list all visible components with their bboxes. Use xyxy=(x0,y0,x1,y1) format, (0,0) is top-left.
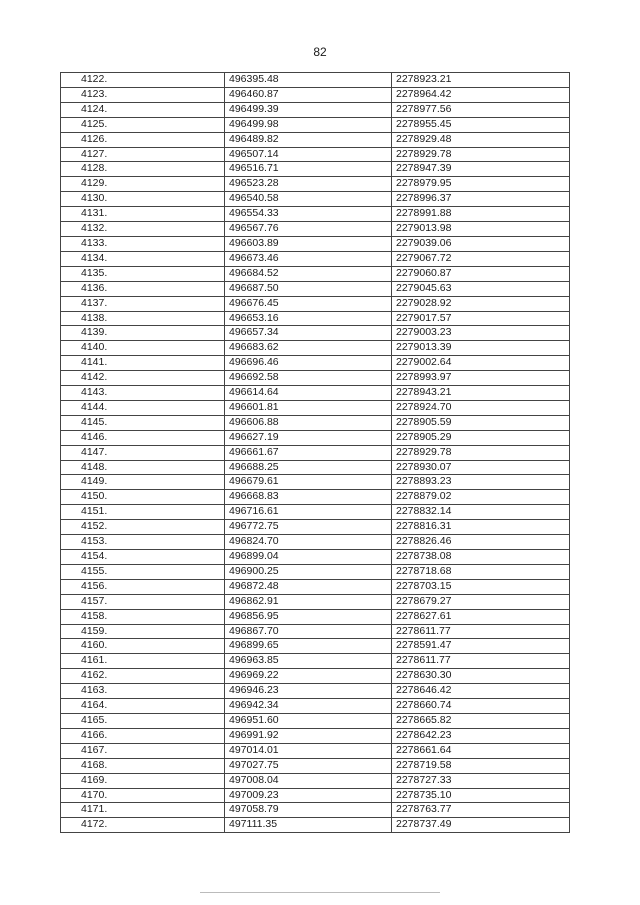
point-number-cell: 4136. xyxy=(61,281,225,296)
table-row xyxy=(61,743,570,758)
table-row xyxy=(61,132,570,147)
table-row xyxy=(61,371,570,386)
table-row xyxy=(61,460,570,475)
point-number-cell: 4145. xyxy=(61,415,225,430)
point-number-cell: 4137. xyxy=(61,296,225,311)
easting-cell: 496627.19 xyxy=(225,430,392,445)
northing-cell: 2278947.39 xyxy=(392,162,570,177)
northing-cell: 2278763.77 xyxy=(392,803,570,818)
northing-cell: 2278727.33 xyxy=(392,773,570,788)
table-row xyxy=(61,654,570,669)
point-number-cell: 4166. xyxy=(61,728,225,743)
easting-cell: 496867.70 xyxy=(225,624,392,639)
northing-cell: 2278979.95 xyxy=(392,177,570,192)
page-number: 82 xyxy=(313,45,327,59)
point-number-cell: 4130. xyxy=(61,192,225,207)
northing-cell: 2278929.78 xyxy=(392,445,570,460)
easting-cell: 496772.75 xyxy=(225,520,392,535)
point-number-cell: 4168. xyxy=(61,758,225,773)
table-row xyxy=(61,296,570,311)
northing-cell: 2278611.77 xyxy=(392,654,570,669)
easting-cell: 496856.95 xyxy=(225,609,392,624)
table-row xyxy=(61,684,570,699)
easting-cell: 496540.58 xyxy=(225,192,392,207)
easting-cell: 496963.85 xyxy=(225,654,392,669)
easting-cell: 497058.79 xyxy=(225,803,392,818)
point-number-cell: 4153. xyxy=(61,535,225,550)
point-number-cell: 4164. xyxy=(61,699,225,714)
table-row xyxy=(61,102,570,117)
northing-cell: 2278660.74 xyxy=(392,699,570,714)
table-row xyxy=(61,400,570,415)
easting-cell: 496507.14 xyxy=(225,147,392,162)
point-number-cell: 4154. xyxy=(61,550,225,565)
table-row xyxy=(61,803,570,818)
northing-cell: 2278738.08 xyxy=(392,550,570,565)
table-row xyxy=(61,669,570,684)
easting-cell: 496606.88 xyxy=(225,415,392,430)
point-number-cell: 4147. xyxy=(61,445,225,460)
easting-cell: 496716.61 xyxy=(225,505,392,520)
easting-cell: 496395.48 xyxy=(225,73,392,88)
point-number-cell: 4156. xyxy=(61,579,225,594)
point-number-cell: 4126. xyxy=(61,132,225,147)
table-row xyxy=(61,177,570,192)
point-number-cell: 4165. xyxy=(61,713,225,728)
table-row xyxy=(61,699,570,714)
point-number-cell: 4146. xyxy=(61,430,225,445)
easting-cell: 496872.48 xyxy=(225,579,392,594)
point-number-cell: 4132. xyxy=(61,222,225,237)
table-row xyxy=(61,281,570,296)
easting-cell: 496603.89 xyxy=(225,236,392,251)
easting-cell: 496653.16 xyxy=(225,311,392,326)
northing-cell: 2279060.87 xyxy=(392,266,570,281)
point-number-cell: 4149. xyxy=(61,475,225,490)
point-number-cell: 4122. xyxy=(61,73,225,88)
northing-cell: 2278703.15 xyxy=(392,579,570,594)
table-row xyxy=(61,386,570,401)
northing-cell: 2278977.56 xyxy=(392,102,570,117)
easting-cell: 496946.23 xyxy=(225,684,392,699)
easting-cell: 497008.04 xyxy=(225,773,392,788)
easting-cell: 496460.87 xyxy=(225,87,392,102)
northing-cell: 2278630.30 xyxy=(392,669,570,684)
point-number-cell: 4133. xyxy=(61,236,225,251)
easting-cell: 496554.33 xyxy=(225,207,392,222)
easting-cell: 496489.82 xyxy=(225,132,392,147)
northing-cell: 2278661.64 xyxy=(392,743,570,758)
point-number-cell: 4141. xyxy=(61,356,225,371)
point-number-cell: 4128. xyxy=(61,162,225,177)
northing-cell: 2278832.14 xyxy=(392,505,570,520)
table-row xyxy=(61,550,570,565)
point-number-cell: 4135. xyxy=(61,266,225,281)
easting-cell: 497111.35 xyxy=(225,818,392,833)
northing-cell: 2278943.21 xyxy=(392,386,570,401)
northing-cell: 2278735.10 xyxy=(392,788,570,803)
easting-cell: 497027.75 xyxy=(225,758,392,773)
table-row xyxy=(61,326,570,341)
northing-cell: 2278955.45 xyxy=(392,117,570,132)
easting-cell: 496679.61 xyxy=(225,475,392,490)
easting-cell: 496684.52 xyxy=(225,266,392,281)
easting-cell: 496969.22 xyxy=(225,669,392,684)
easting-cell: 496687.50 xyxy=(225,281,392,296)
northing-cell: 2278905.59 xyxy=(392,415,570,430)
point-number-cell: 4127. xyxy=(61,147,225,162)
table-row xyxy=(61,505,570,520)
easting-cell: 496673.46 xyxy=(225,251,392,266)
table-row xyxy=(61,222,570,237)
easting-cell: 496567.76 xyxy=(225,222,392,237)
northing-cell: 2278646.42 xyxy=(392,684,570,699)
easting-cell: 496942.34 xyxy=(225,699,392,714)
table-row xyxy=(61,415,570,430)
table-row xyxy=(61,207,570,222)
northing-cell: 2278964.42 xyxy=(392,87,570,102)
northing-cell: 2278826.46 xyxy=(392,535,570,550)
easting-cell: 496688.25 xyxy=(225,460,392,475)
easting-cell: 496824.70 xyxy=(225,535,392,550)
easting-cell: 496614.64 xyxy=(225,386,392,401)
table-row xyxy=(61,445,570,460)
northing-cell: 2278816.31 xyxy=(392,520,570,535)
table-row xyxy=(61,356,570,371)
northing-cell: 2278924.70 xyxy=(392,400,570,415)
table-row xyxy=(61,639,570,654)
northing-cell: 2278905.29 xyxy=(392,430,570,445)
table-row xyxy=(61,192,570,207)
point-number-cell: 4163. xyxy=(61,684,225,699)
easting-cell: 496661.67 xyxy=(225,445,392,460)
northing-cell: 2279013.98 xyxy=(392,222,570,237)
table-row xyxy=(61,564,570,579)
easting-cell: 496991.92 xyxy=(225,728,392,743)
easting-cell: 496668.83 xyxy=(225,490,392,505)
table-row xyxy=(61,535,570,550)
northing-cell: 2279045.63 xyxy=(392,281,570,296)
table-row xyxy=(61,490,570,505)
point-number-cell: 4157. xyxy=(61,594,225,609)
table-row xyxy=(61,788,570,803)
point-number-cell: 4129. xyxy=(61,177,225,192)
easting-cell: 496499.39 xyxy=(225,102,392,117)
point-number-cell: 4138. xyxy=(61,311,225,326)
easting-cell: 496900.25 xyxy=(225,564,392,579)
table-row xyxy=(61,520,570,535)
table-row xyxy=(61,624,570,639)
point-number-cell: 4171. xyxy=(61,803,225,818)
northing-cell: 2279003.23 xyxy=(392,326,570,341)
northing-cell: 2278642.23 xyxy=(392,728,570,743)
northing-cell: 2278737.49 xyxy=(392,818,570,833)
table-row xyxy=(61,579,570,594)
table-row xyxy=(61,341,570,356)
easting-cell: 497014.01 xyxy=(225,743,392,758)
easting-cell: 496657.34 xyxy=(225,326,392,341)
point-number-cell: 4159. xyxy=(61,624,225,639)
point-number-cell: 4170. xyxy=(61,788,225,803)
point-number-cell: 4155. xyxy=(61,564,225,579)
table-row xyxy=(61,87,570,102)
table-row xyxy=(61,73,570,88)
northing-cell: 2278930.07 xyxy=(392,460,570,475)
northing-cell: 2278993.97 xyxy=(392,371,570,386)
table-row xyxy=(61,713,570,728)
coordinate-table xyxy=(60,72,570,833)
point-number-cell: 4151. xyxy=(61,505,225,520)
northing-cell: 2278996.37 xyxy=(392,192,570,207)
table-row xyxy=(61,818,570,833)
table-row xyxy=(61,609,570,624)
northing-cell: 2278893.23 xyxy=(392,475,570,490)
point-number-cell: 4150. xyxy=(61,490,225,505)
table-row xyxy=(61,162,570,177)
northing-cell: 2278929.48 xyxy=(392,132,570,147)
point-number-cell: 4139. xyxy=(61,326,225,341)
point-number-cell: 4131. xyxy=(61,207,225,222)
easting-cell: 497009.23 xyxy=(225,788,392,803)
northing-cell: 2278991.88 xyxy=(392,207,570,222)
northing-cell: 2279017.57 xyxy=(392,311,570,326)
northing-cell: 2278591.47 xyxy=(392,639,570,654)
point-number-cell: 4144. xyxy=(61,400,225,415)
table-row xyxy=(61,594,570,609)
easting-cell: 496516.71 xyxy=(225,162,392,177)
point-number-cell: 4167. xyxy=(61,743,225,758)
easting-cell: 496899.65 xyxy=(225,639,392,654)
point-number-cell: 4172. xyxy=(61,818,225,833)
point-number-cell: 4140. xyxy=(61,341,225,356)
easting-cell: 496676.45 xyxy=(225,296,392,311)
easting-cell: 496692.58 xyxy=(225,371,392,386)
point-number-cell: 4125. xyxy=(61,117,225,132)
point-number-cell: 4162. xyxy=(61,669,225,684)
table-row xyxy=(61,758,570,773)
point-number-cell: 4123. xyxy=(61,87,225,102)
point-number-cell: 4158. xyxy=(61,609,225,624)
northing-cell: 2279013.39 xyxy=(392,341,570,356)
northing-cell: 2278879.02 xyxy=(392,490,570,505)
table-row xyxy=(61,728,570,743)
easting-cell: 496523.28 xyxy=(225,177,392,192)
table-row xyxy=(61,117,570,132)
northing-cell: 2278929.78 xyxy=(392,147,570,162)
easting-cell: 496899.04 xyxy=(225,550,392,565)
northing-cell: 2279002.64 xyxy=(392,356,570,371)
table-row xyxy=(61,773,570,788)
point-number-cell: 4169. xyxy=(61,773,225,788)
point-number-cell: 4152. xyxy=(61,520,225,535)
easting-cell: 496862.91 xyxy=(225,594,392,609)
easting-cell: 496951.60 xyxy=(225,713,392,728)
point-number-cell: 4161. xyxy=(61,654,225,669)
coordinate-table-body xyxy=(61,73,570,833)
northing-cell: 2278665.82 xyxy=(392,713,570,728)
northing-cell: 2278923.21 xyxy=(392,73,570,88)
table-row xyxy=(61,251,570,266)
northing-cell: 2278679.27 xyxy=(392,594,570,609)
point-number-cell: 4143. xyxy=(61,386,225,401)
footer-divider xyxy=(200,892,440,893)
northing-cell: 2278611.77 xyxy=(392,624,570,639)
northing-cell: 2278719.58 xyxy=(392,758,570,773)
northing-cell: 2279028.92 xyxy=(392,296,570,311)
point-number-cell: 4134. xyxy=(61,251,225,266)
point-number-cell: 4160. xyxy=(61,639,225,654)
northing-cell: 2278627.61 xyxy=(392,609,570,624)
point-number-cell: 4148. xyxy=(61,460,225,475)
easting-cell: 496683.62 xyxy=(225,341,392,356)
point-number-cell: 4142. xyxy=(61,371,225,386)
table-row xyxy=(61,311,570,326)
point-number-cell: 4124. xyxy=(61,102,225,117)
northing-cell: 2279039.06 xyxy=(392,236,570,251)
table-row xyxy=(61,147,570,162)
table-row xyxy=(61,266,570,281)
table-row xyxy=(61,475,570,490)
table-row xyxy=(61,236,570,251)
northing-cell: 2278718.68 xyxy=(392,564,570,579)
easting-cell: 496601.81 xyxy=(225,400,392,415)
northing-cell: 2279067.72 xyxy=(392,251,570,266)
easting-cell: 496696.46 xyxy=(225,356,392,371)
easting-cell: 496499.98 xyxy=(225,117,392,132)
table-row xyxy=(61,430,570,445)
